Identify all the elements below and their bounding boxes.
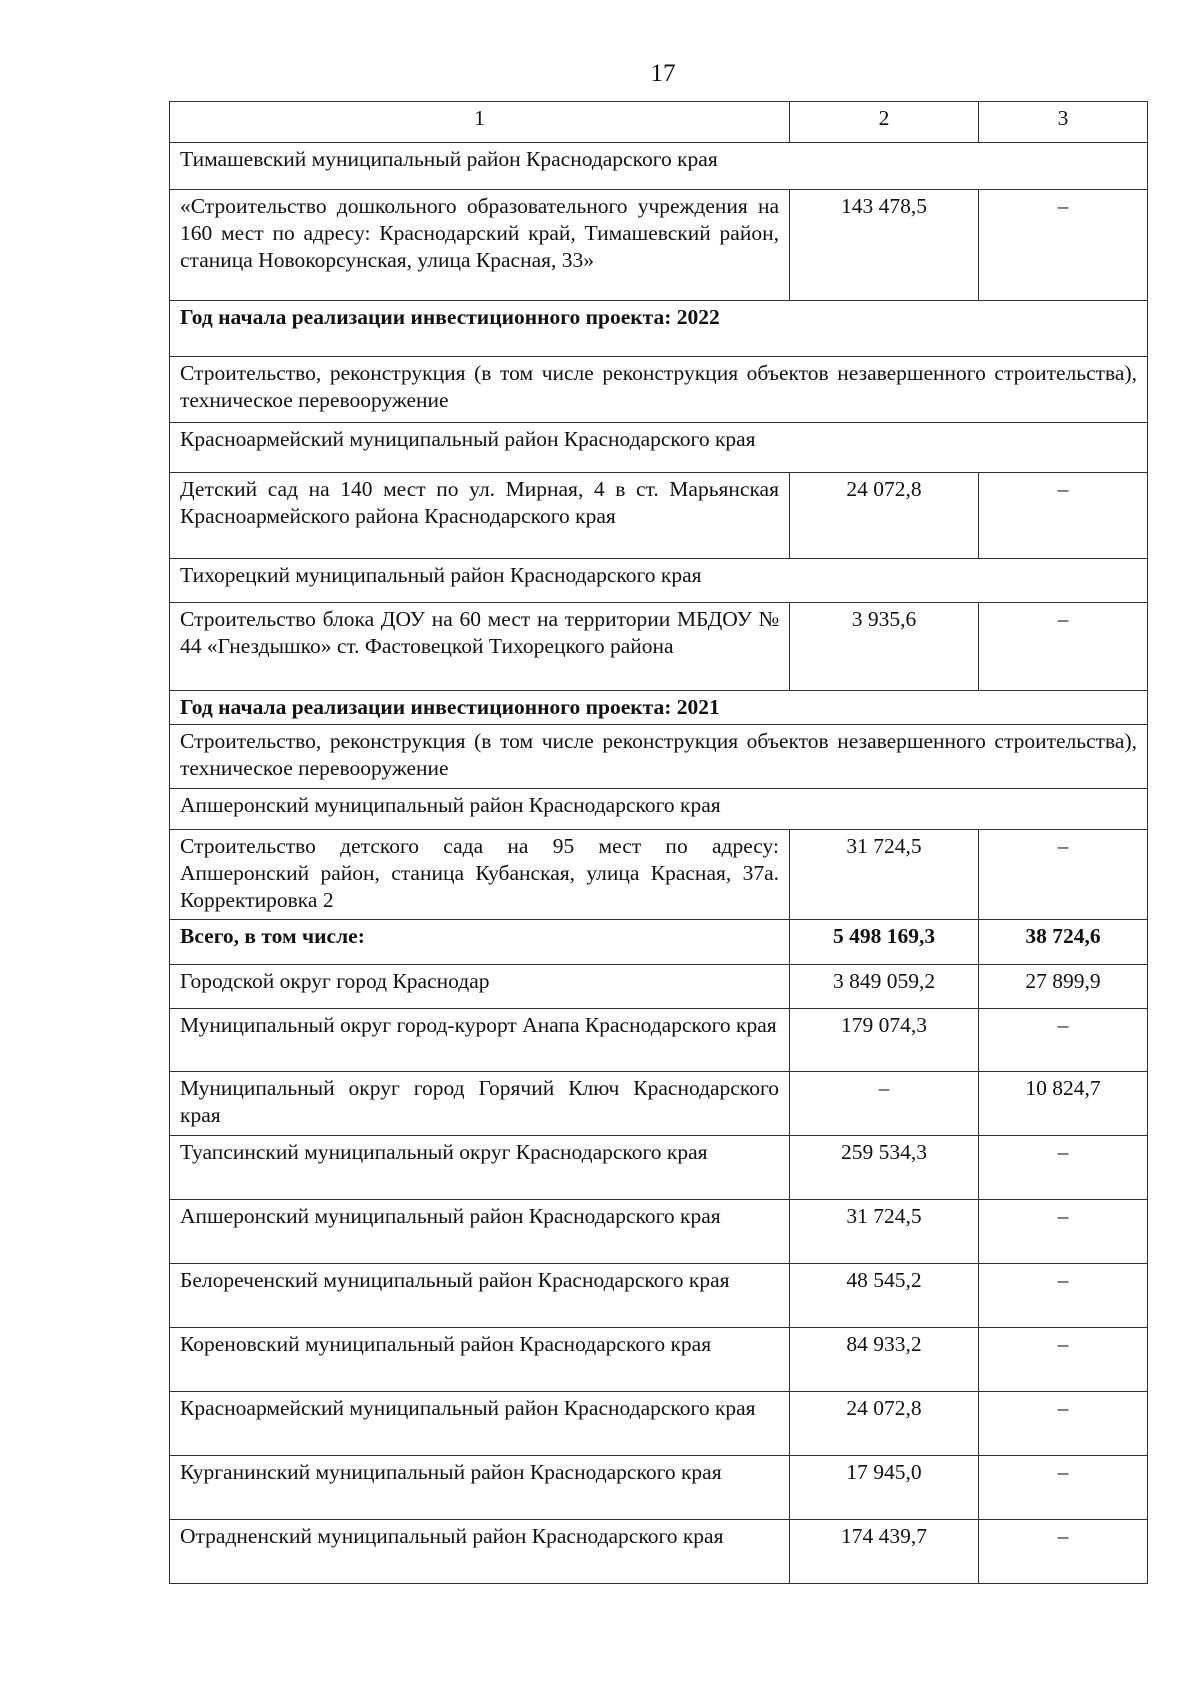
district-name: Туапсинский муниципальный округ Краснодарского края <box>170 1136 790 1200</box>
table-row <box>170 691 1148 725</box>
district-name: Белореченский муниципальный район Краснодарского края <box>170 1264 790 1328</box>
column-header-1: 1 <box>170 102 790 143</box>
section-title: Строительство, реконструкция (в том числе реконструкция объектов незавершенного строительства), техническое перевооружение <box>170 357 1148 423</box>
table-row <box>170 830 1148 920</box>
table-row <box>170 1392 1148 1456</box>
year-heading: Год начала реализации инвестиционного проекта: 2022 <box>170 301 1148 357</box>
table-row <box>170 1136 1148 1200</box>
value-col-2: 179 074,3 <box>790 1009 979 1072</box>
value-col-3: 10 824,7 <box>979 1072 1148 1136</box>
table-header-row <box>170 102 1148 143</box>
section-title: Тихорецкий муниципальный район Краснодарского края <box>170 559 1148 603</box>
column-header-2: 2 <box>790 102 979 143</box>
table-row <box>170 473 1148 559</box>
value-col-2: – <box>790 1072 979 1136</box>
table-row <box>170 1200 1148 1264</box>
table-row <box>170 1328 1148 1392</box>
table-row <box>170 301 1148 357</box>
value-col-2: 48 545,2 <box>790 1264 979 1328</box>
value-col-3: – <box>979 603 1148 691</box>
value-col-2: 31 724,5 <box>790 1200 979 1264</box>
table-row <box>170 603 1148 691</box>
table-row <box>170 190 1148 301</box>
value-col-3: – <box>979 1200 1148 1264</box>
value-col-2: 24 072,8 <box>790 473 979 559</box>
value-col-3: – <box>979 1328 1148 1392</box>
table-row <box>170 1520 1148 1584</box>
value-col-3: – <box>979 1009 1148 1072</box>
value-col-2: 24 072,8 <box>790 1392 979 1456</box>
investment-table <box>169 101 1148 1584</box>
section-title: Апшеронский муниципальный район Краснодарского края <box>170 789 1148 830</box>
project-name: «Строительство дошкольного образовательного учреждения на 160 мест по адресу: Краснодарский край, Тимашевский район, станица Новокорсунская, улица Красная, 33» <box>170 190 790 301</box>
table-row <box>170 725 1148 789</box>
column-header-3: 3 <box>979 102 1148 143</box>
table-row <box>170 965 1148 1009</box>
table-row <box>170 1072 1148 1136</box>
district-name: Отрадненский муниципальный район Краснодарского края <box>170 1520 790 1584</box>
year-heading: Год начала реализации инвестиционного проекта: 2021 <box>170 691 1148 725</box>
value-col-2: 259 534,3 <box>790 1136 979 1200</box>
value-col-3: – <box>979 1392 1148 1456</box>
value-col-2: 84 933,2 <box>790 1328 979 1392</box>
value-col-3: 27 899,9 <box>979 965 1148 1009</box>
district-name: Кореновский муниципальный район Краснодарского края <box>170 1328 790 1392</box>
table-row <box>170 1009 1148 1072</box>
table-row <box>170 143 1148 190</box>
value-col-3: – <box>979 1136 1148 1200</box>
value-col-3: – <box>979 1456 1148 1520</box>
project-name: Строительство детского сада на 95 мест по адресу: Апшеронский район, станица Кубанская, улица Красная, 37а. Корректировка 2 <box>170 830 790 920</box>
value-col-2: 3 849 059,2 <box>790 965 979 1009</box>
value-col-3: – <box>979 473 1148 559</box>
table-row <box>170 1264 1148 1328</box>
section-title: Строительство, реконструкция (в том числе реконструкция объектов незавершенного строительства), техническое перевооружение <box>170 725 1148 789</box>
project-name: Строительство блока ДОУ на 60 мест на территории МБДОУ № 44 «Гнездышко» ст. Фастовецкой Тихорецкого района <box>170 603 790 691</box>
value-col-2: 174 439,7 <box>790 1520 979 1584</box>
total-label: Всего, в том числе: <box>170 920 790 965</box>
table-row <box>170 423 1148 473</box>
district-name: Апшеронский муниципальный район Краснодарского края <box>170 1200 790 1264</box>
district-name: Муниципальный округ город-курорт Анапа Краснодарского края <box>170 1009 790 1072</box>
page-number: 17 <box>650 60 676 87</box>
table-row <box>170 1456 1148 1520</box>
value-col-3: – <box>979 190 1148 301</box>
table-row <box>170 357 1148 423</box>
value-col-2: 17 945,0 <box>790 1456 979 1520</box>
section-title: Красноармейский муниципальный район Краснодарского края <box>170 423 1148 473</box>
value-col-2: 143 478,5 <box>790 190 979 301</box>
total-col-2: 5 498 169,3 <box>790 920 979 965</box>
table-row <box>170 789 1148 830</box>
district-name: Муниципальный округ город Горячий Ключ Краснодарского края <box>170 1072 790 1136</box>
district-name: Городской округ город Краснодар <box>170 965 790 1009</box>
section-title: Тимашевский муниципальный район Краснодарского края <box>170 143 1148 190</box>
value-col-3: – <box>979 830 1148 920</box>
value-col-2: 3 935,6 <box>790 603 979 691</box>
project-name: Детский сад на 140 мест по ул. Мирная, 4 в ст. Марьянская Красноармейского района Краснодарского края <box>170 473 790 559</box>
value-col-2: 31 724,5 <box>790 830 979 920</box>
total-col-3: 38 724,6 <box>979 920 1148 965</box>
district-name: Красноармейский муниципальный район Краснодарского края <box>170 1392 790 1456</box>
total-row <box>170 920 1148 965</box>
value-col-3: – <box>979 1520 1148 1584</box>
table-row <box>170 559 1148 603</box>
value-col-3: – <box>979 1264 1148 1328</box>
district-name: Курганинский муниципальный район Краснодарского края <box>170 1456 790 1520</box>
